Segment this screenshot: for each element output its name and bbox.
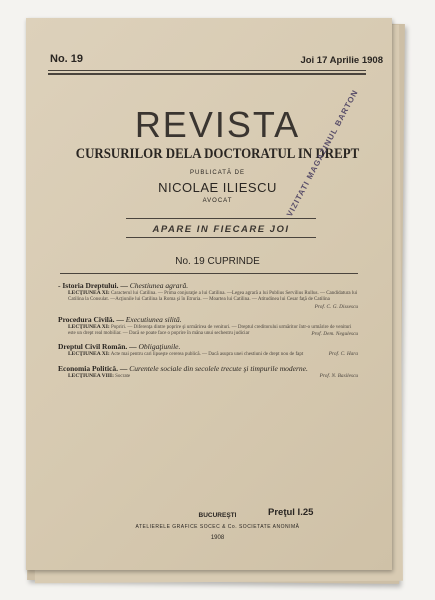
header-rule-bottom — [48, 73, 366, 75]
section-topic: Obligaţiunile. — [138, 342, 181, 352]
toc-section: Procedura Civilă. — Executiunea silită. LECŢIUNEA XI: Popriri. — Diferenţa dintre poprire şi urmărirea de venituri. — Dreptul creditorului urmăritor într-o urmărire de venituri este un drept real mobiliar. — Dacă se poate face o poprire în mâna unui sechestru judiciar Prof. Dem. Negulescu — [58, 314, 358, 338]
lesson-text: Acte mai pentru cari lipseşte cererea publică. — Dacă asupra unei chestiuni de drept nou de fapt — [110, 352, 304, 358]
issue-number: No. 19 — [50, 53, 84, 65]
banner-rule-bottom — [126, 237, 316, 238]
frequency-banner: APARE IN FIECARE JOI — [152, 224, 290, 235]
printer-name: ATELIERELE GRAFICE SOCEC & Co. SOCIETATE ANONIMĂ — [135, 524, 300, 530]
toc-section: - Istoria Dreptului. — Chestiunea agrară. LECŢIUNEA XI: Caracterul lui Catilina. — Prima conjuraţie a lui Catilina. —Legea agrară a lui Publius Servilius Rullus. — Candidatura lui Catilina la Consulat. —Acţiunile lui Catilina la Roma şi în Etruria. — Moartea lui Catilina. — Atitudinea lui Cesar faţă de Catilina Prof. C. G. Dissescu — [58, 281, 358, 310]
contents-rule — [60, 273, 358, 274]
publication-year: 1908 — [210, 535, 225, 541]
section-subject: Procedura Civilă. — [58, 314, 115, 324]
price-label: Preţul I.25 — [268, 507, 314, 518]
published-by-label: PUBLICATĂ DE — [190, 170, 245, 176]
shop-stamp: VIZITATI MAGAZINUL BARTON — [285, 88, 360, 219]
publication-city: BUCUREŞTI — [198, 512, 237, 519]
section-subject: Economia Politică. — [58, 363, 118, 373]
professor: Prof. Dem. Negulescu — [311, 331, 358, 338]
toc-section: Dreptul Civil Român. — Obligaţiunile. LECŢIUNEA XI: Acte mai pentru cari lipseşte cererea publică. — Dacă asupra unei chestiuni de drept nou de fapt Prof. C. Hara — [58, 342, 358, 358]
contents-heading: No. 19 CUPRINDE — [175, 256, 260, 267]
table-of-contents — [58, 281, 358, 385]
banner-rule-top — [126, 218, 316, 219]
issue-date: Joi 17 Aprilie 1908 — [300, 55, 383, 66]
lesson-text: Popriri. — Diferenţa dintre poprire şi urmărirea de venituri. — Dreptul creditorului urmăritor într-o urmărire de venituri este un drept real mobiliar. — Dacă se poate face o poprire în mâna unui sechestru judiciar — [68, 324, 352, 337]
section-subject: Istoria Dreptului. — [62, 281, 119, 290]
lesson-name: LECŢIUNEA XI: — [68, 323, 110, 330]
professor: Prof. C. Hara — [328, 351, 358, 358]
magazine-title: REVISTA — [134, 104, 301, 145]
author-role: AVOCAT — [202, 198, 233, 204]
section-topic: Curentele sociale din secolele trecute şi timpurile moderne. — [129, 363, 308, 373]
toc-section: Economia Politică. — Curentele sociale din secolele trecute şi timpurile moderne. LECŢIUNEA VIII: Socrate Prof. N. Basilescu — [58, 363, 358, 379]
professor: Prof. N. Basilescu — [319, 372, 358, 379]
lesson-text: Caracterul lui Catilina. — Prima conjuraţie a lui Catilina. —Legea agrară a lui Publius Servilius Rullus. — Candidatura lui Catilina la Consulat. —Acţiunile lui Catilina la Roma şi în Etruria. — Moartea lui Catilina. — Atitudinea lui Cesar faţă de Catilina — [68, 291, 358, 303]
author-name: NICOLAE ILIESCU — [158, 180, 277, 195]
section-subject: Dreptul Civil Român. — [58, 342, 128, 352]
section-topic: Chestiunea agrară. — [129, 281, 189, 290]
lesson-text: Socrate — [115, 373, 131, 379]
professor: Prof. C. G. Dissescu — [314, 303, 358, 310]
lesson-name: LECŢIUNEA XI: — [68, 351, 110, 358]
lesson-name: LECŢIUNEA VIII: — [68, 372, 114, 379]
header-rule-top — [48, 70, 366, 71]
lesson-name: LECŢIUNEA XI: — [68, 290, 110, 296]
magazine-subtitle: CURSURILOR DELA DOCTORATUL IN DREPT — [75, 146, 360, 162]
section-topic: Executiunea silită. — [125, 314, 182, 324]
